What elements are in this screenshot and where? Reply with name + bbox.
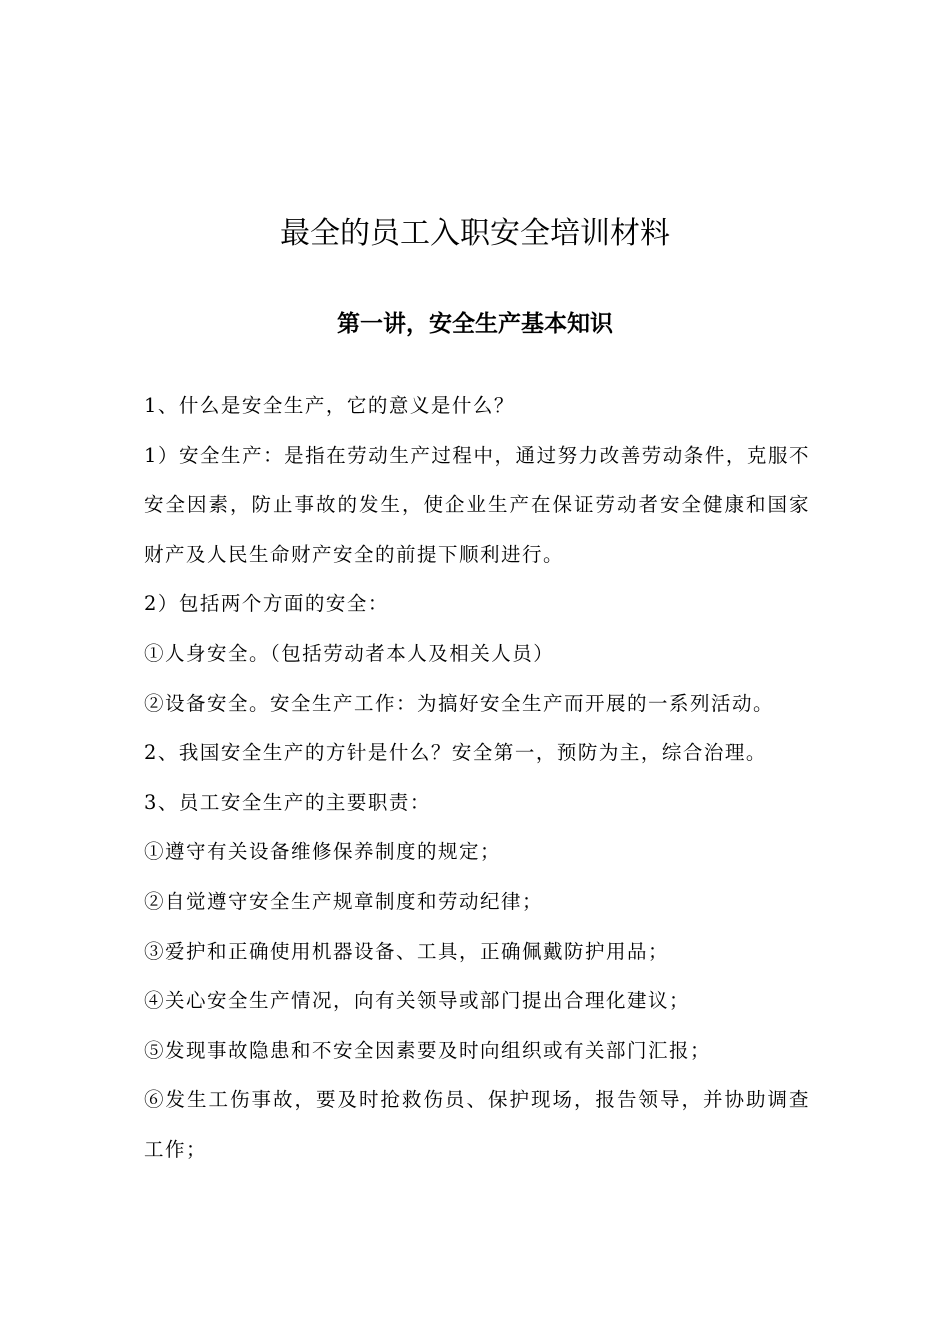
duty-item-4: ④关心安全生产情况，向有关领导或部门提出合理化建议； — [144, 989, 691, 1013]
duty-item-3: ③爱护和正确使用机器设备、工具，正确佩戴防护用品； — [144, 939, 670, 963]
paragraph-q1: 1、什么是安全生产，它的意义是什么？ — [144, 394, 515, 417]
duty-item-2: ②自觉遵守安全生产规章制度和劳动纪律； — [144, 889, 544, 913]
paragraph-personal-safety: ①人身安全。（包括劳动者本人及相关人员） — [144, 641, 555, 665]
duty-item-5: ⑤发现事故隐患和不安全因素要及时向组织或有关部门汇报； — [144, 1038, 712, 1062]
section-heading: 第一讲，安全生产基本知识 — [337, 311, 613, 337]
duty-item-6: ⑥发生工伤事故，要及时抢救伤员、保护现场，报告领导，并协助调查工作； — [144, 1088, 810, 1161]
paragraph-q3-duties: 3、员工安全生产的主要职责： — [144, 790, 431, 814]
paragraph-q2-policy: 2、我国安全生产的方针是什么？安全第一，预防为主，综合治理。 — [144, 741, 767, 765]
paragraph-equipment-safety: ②设备安全。安全生产工作：为搞好安全生产而开展的一系列活动。 — [144, 691, 775, 715]
document-body — [144, 381, 810, 1175]
paragraph-two-aspects: 2）包括两个方面的安全： — [144, 592, 389, 616]
document-title: 最全的员工入职安全培训材料 — [280, 216, 670, 251]
duty-item-1: ①遵守有关设备维修保养制度的规定； — [144, 840, 502, 864]
paragraph-definition: 1）安全生产：是指在劳动生产过程中，通过努力改善劳动条件，克服不安全因素，防止事故的发生，使企业生产在保证劳动者安全健康和国家财产及人民生命财产安全的前提下顺利进行。 — [144, 443, 810, 566]
